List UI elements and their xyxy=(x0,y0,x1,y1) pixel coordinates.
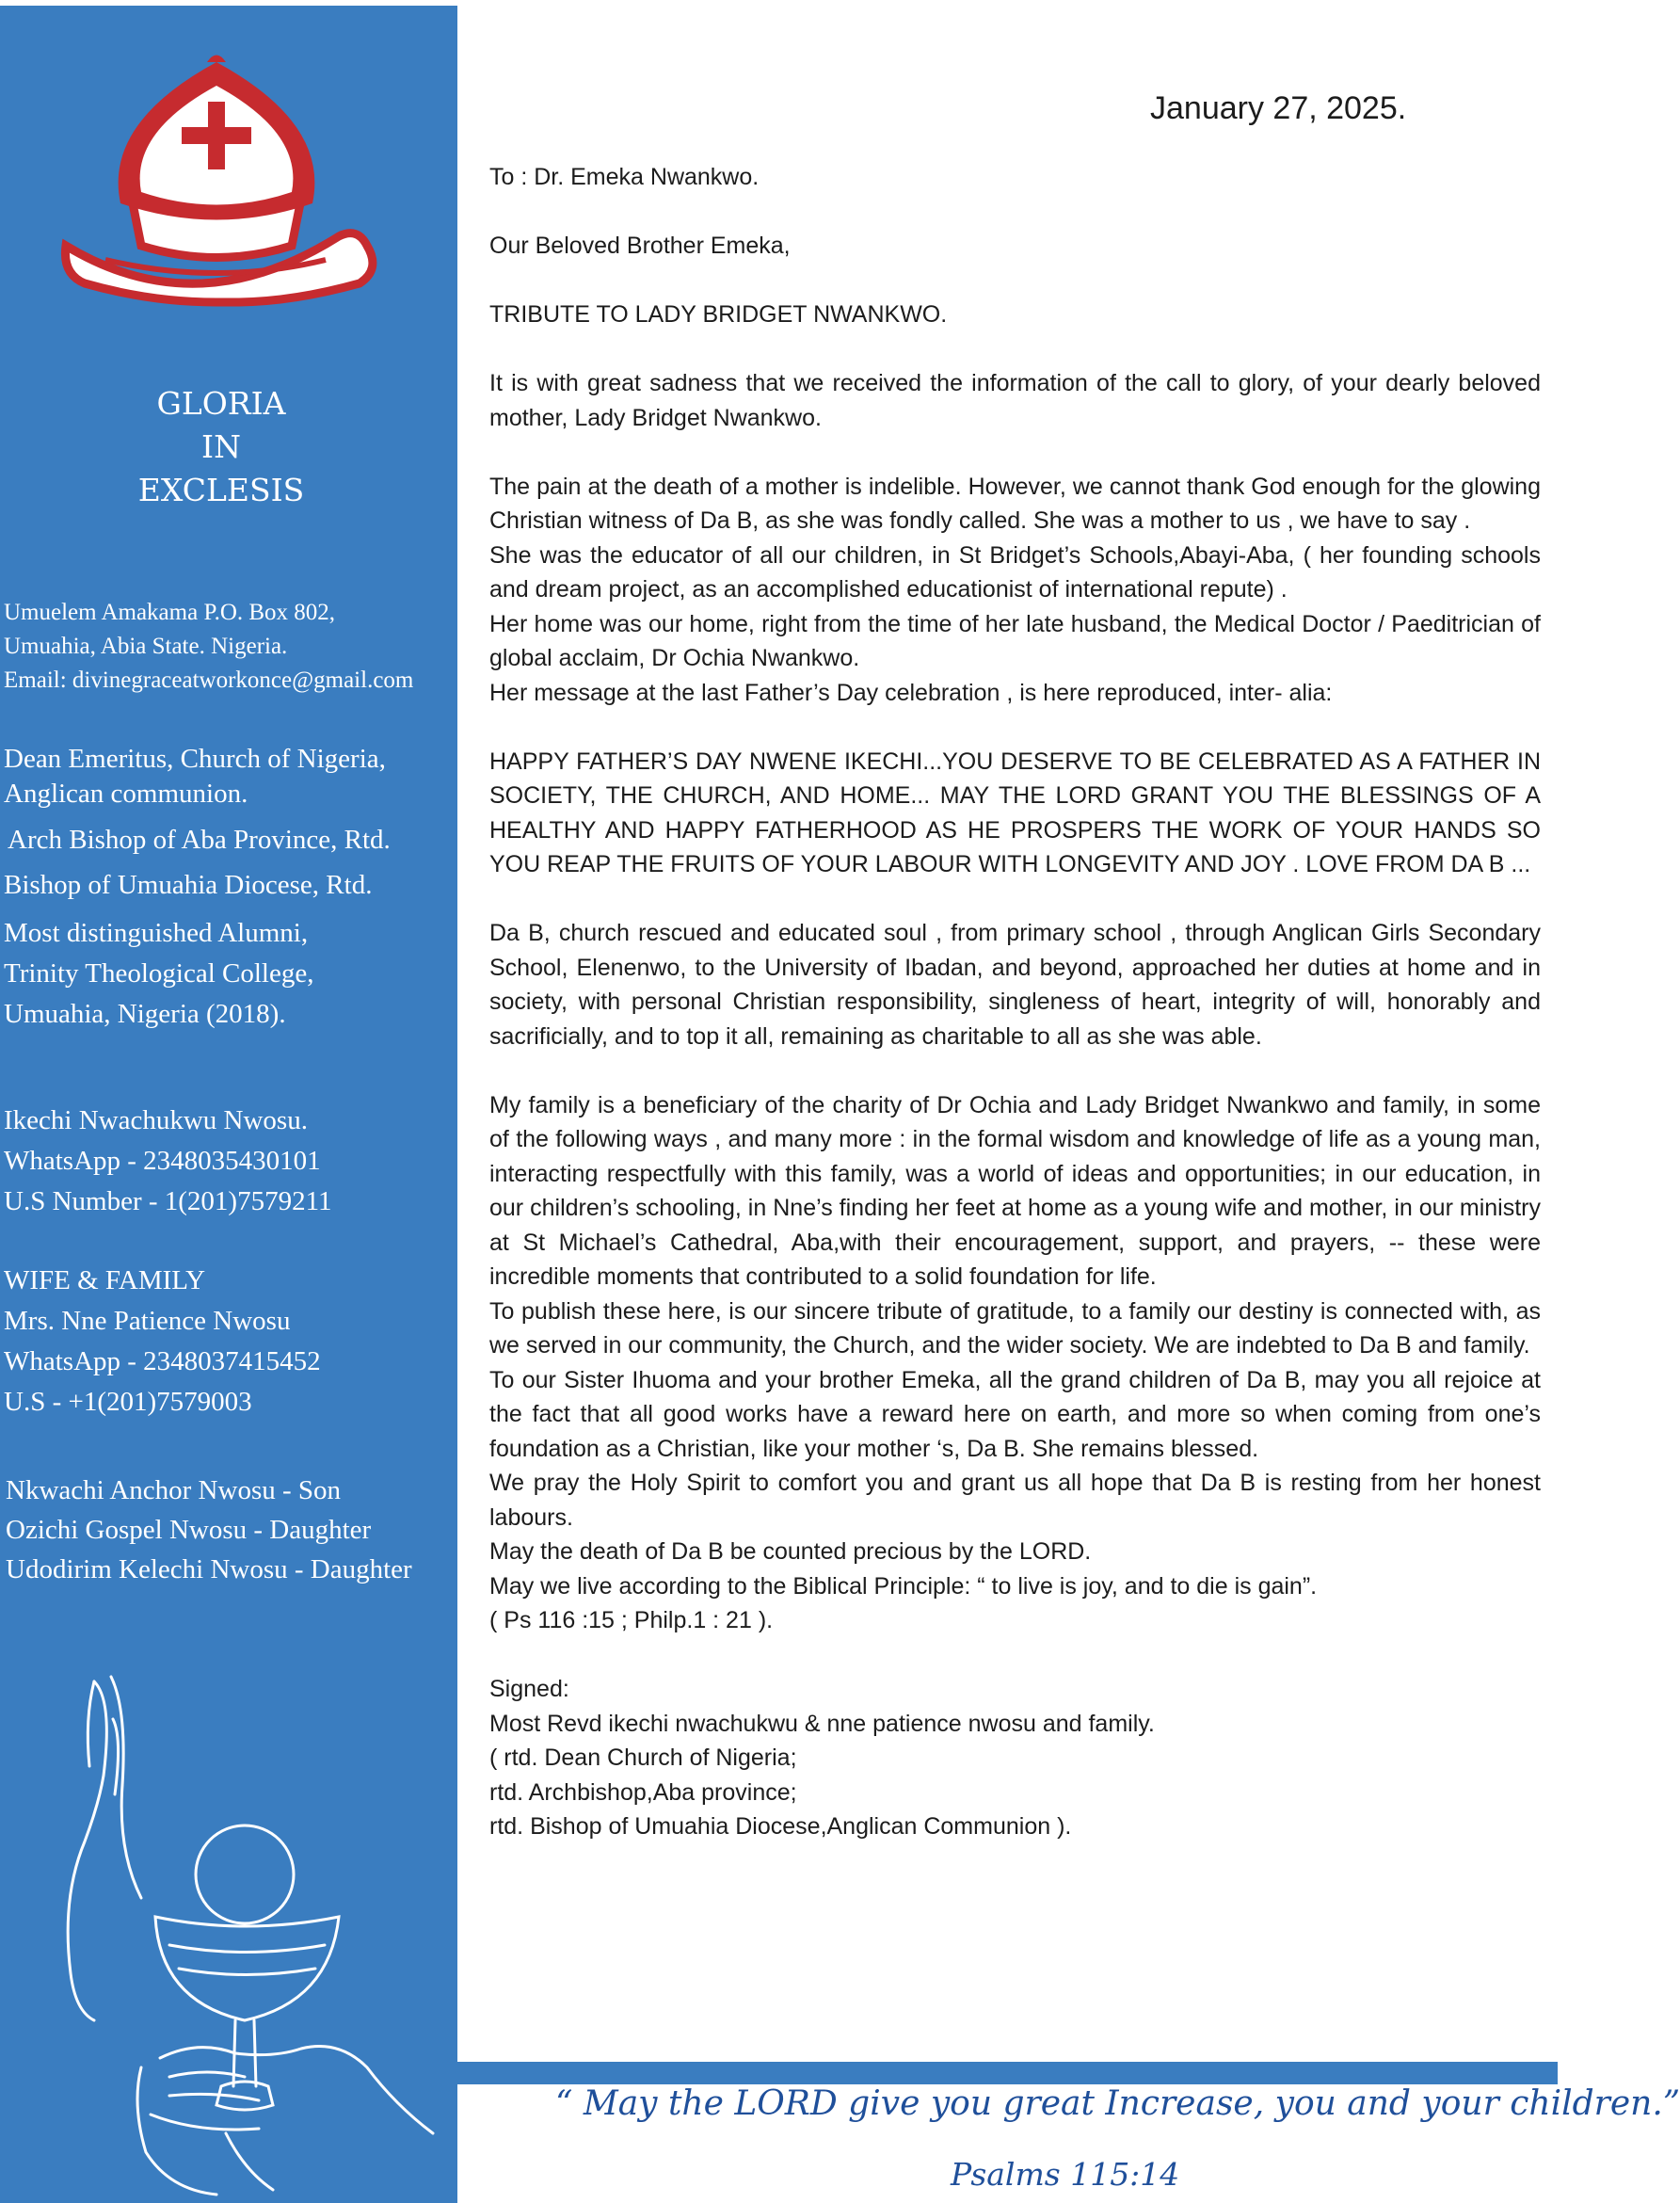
paragraph: To our Sister Ihuoma and your brother Emeka, all the grand children of Da B, may you all rejoice at the fact that all good works have a reward here on earth, and more so when coming from one’s foundation as a Christian, like your mother ‘s, Da B. She remains blessed. xyxy=(489,1366,1541,1462)
address-block xyxy=(4,596,413,698)
subject-line: TRIBUTE TO LADY BRIDGET NWANKWO. xyxy=(489,301,948,328)
title-line: Anglican communion. xyxy=(4,779,248,809)
title-line: Trinity Theological College, xyxy=(4,958,314,989)
section-heading: WIFE & FAMILY xyxy=(4,1265,206,1295)
quoted-message: HAPPY FATHER’S DAY NWENE IKECHI...YOU DESERVE TO BE CELEBRATED AS A FATHER IN SOCIETY, THE CHURCH, AND HOME... MAY THE LORD GRANT YOU THE BLESSINGS OF A HEALTHY AND HAPPY FATHERHOOD AS HE PROSPERS THE WORK OF YOUR HANDS SO YOU REAP THE FRUITS OF YOUR LABOUR WITH LONGEVITY AND JOY . LOVE FROM DA B ... xyxy=(489,748,1541,877)
motto-line: IN xyxy=(201,428,241,465)
title-line: Dean Emeritus, Church of Nigeria, xyxy=(4,744,386,774)
signature-line: Most Revd ikechi nwachukwu & nne patience nwosu and family. xyxy=(489,1710,1155,1737)
contact-name: Ikechi Nwachukwu Nwosu. xyxy=(4,1105,308,1135)
motto-line: GLORIA xyxy=(156,385,286,422)
motto-line: EXCLESIS xyxy=(137,472,305,508)
paragraph: She was the educator of all our children, in St Bridget’s Schools,Abayi-Aba, ( her founding schools and dream project, as an accomplished educationist of international repute) . xyxy=(489,541,1541,603)
child-line: Udodirim Kelechi Nwosu - Daughter xyxy=(6,1554,412,1584)
email-line: Email: divinegraceatworkonce@gmail.com xyxy=(4,667,414,693)
title-line: Bishop of Umuahia Diocese, Rtd. xyxy=(4,870,373,900)
whatsapp-number: WhatsApp - 2348037415452 xyxy=(4,1346,321,1376)
children-block xyxy=(6,1471,412,1589)
motto xyxy=(0,382,442,512)
child-line: Nkwachi Anchor Nwosu - Son xyxy=(6,1475,342,1505)
address-line: Umuelem Amakama P.O. Box 802, xyxy=(4,600,336,625)
signature-block xyxy=(489,1672,1541,1844)
whatsapp-number: WhatsApp - 2348035430101 xyxy=(4,1146,321,1176)
letter-date: January 27, 2025. xyxy=(1150,90,1407,126)
signature-line: rtd. Bishop of Umuahia Diocese,Anglican Communion ). xyxy=(489,1813,1072,1840)
paragraph: It is with great sadness that we received the information of the call to glory, of your dearly beloved mother, Lady Bridget Nwankwo. xyxy=(489,370,1541,431)
signature-line: rtd. Archbishop,Aba province; xyxy=(489,1778,797,1806)
paragraph: May the death of Da B be counted precious by the LORD. xyxy=(489,1538,1092,1565)
scripture-reference: ( Ps 116 :15 ; Philp.1 : 21 ). xyxy=(489,1607,774,1633)
contact-self xyxy=(4,1101,332,1222)
footer-quote: “ May the LORD give you great Increase, you and your children.” xyxy=(555,2084,1680,2123)
signature-line: Signed: xyxy=(489,1676,569,1702)
address-line: Umuahia, Abia State. Nigeria. xyxy=(4,634,288,659)
child-line: Ozichi Gospel Nwosu - Daughter xyxy=(6,1515,372,1545)
paragraph: Her message at the last Father’s Day celebration , is here reproduced, inter- alia: xyxy=(489,679,1333,706)
title-line: Umuahia, Nigeria (2018). xyxy=(4,999,286,1029)
titles-block xyxy=(4,742,391,1035)
title-line: Most distinguished Alumni, xyxy=(4,918,309,948)
salutation: Our Beloved Brother Emeka, xyxy=(489,233,791,259)
contact-name: Mrs. Nne Patience Nwosu xyxy=(4,1306,291,1336)
paragraph: We pray the Holy Spirit to comfort you and grant us all hope that Da B is resting from her honest labours. xyxy=(489,1470,1541,1531)
footer-bar xyxy=(457,2062,1558,2084)
contact-wife xyxy=(4,1261,321,1423)
paragraph: To publish these here, is our sincere tribute of gratitude, to a family our destiny is connected with, as we served in our community, the Church, and the wider society. We are indebted to Da B and family. xyxy=(489,1297,1541,1359)
footer-reference: Psalms 115:14 xyxy=(951,2156,1180,2193)
signature-line: ( rtd. Dean Church of Nigeria; xyxy=(489,1745,797,1771)
sidebar xyxy=(0,6,457,2203)
us-number: U.S Number - 1(201)7579211 xyxy=(4,1186,332,1216)
paragraph: Da B, church rescued and educated soul , from primary school , through Anglican Girls Secondary School, Elenenwo, to the University of Ibadan, and beyond, approached her duties at home and in society, with personal Christian responsibility, singleness of heart, integrity of will, honorably and sacrificially, and to top it all, remaining as charitable to all as she was able. xyxy=(489,920,1541,1050)
title-line: Arch Bishop of Aba Province, Rtd. xyxy=(8,825,391,855)
paragraph: May we live according to the Biblical Principle: “ to live is joy, and to die is gain”. xyxy=(489,1572,1318,1600)
bishop-mitre-logo xyxy=(56,43,395,373)
paragraph: My family is a beneficiary of the charity of Dr Ochia and Lady Bridget Nwankwo and family, in some of the following ways , and many more : in the formal wisdom and knowledge of life as a young man, interacting respectfully with this family, was a world of ideas and opportunities; in our education, in our children’s schooling, in Nne’s finding her feet at home as a young wife and mother, in our ministry at St Michael’s Cathedral, Aba,with their encouragement, support, and prayers, -- these were incredible moments that contributed to a solid foundation for life. xyxy=(489,1091,1541,1290)
paragraph: Her home was our home, right from the time of her late husband, the Medical Doctor / Paeditrician of global acclaim, Dr Ochia Nwankwo. xyxy=(489,610,1541,671)
letter-body xyxy=(489,160,1541,1844)
paragraph: The pain at the death of a mother is indelible. However, we cannot thank God enough for the glowing Christian witness of Da B, as she was fondly called. She was a mother to us , we have to say . xyxy=(489,473,1541,534)
us-number: U.S - +1(201)7579003 xyxy=(4,1387,252,1417)
chalice-hands-icon xyxy=(56,1663,452,2199)
recipient-line: To : Dr. Emeka Nwankwo. xyxy=(489,164,760,190)
